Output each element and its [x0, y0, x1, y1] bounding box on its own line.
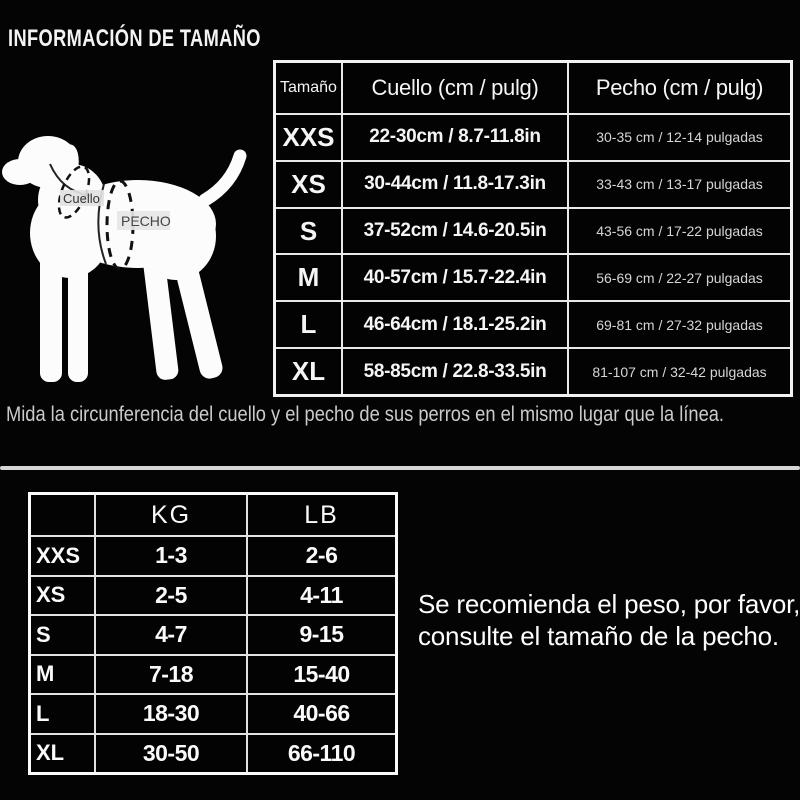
neck-cell: 40-57cm / 15.7-22.4in — [343, 255, 567, 300]
size-cell: XL — [276, 349, 341, 394]
weight-table-header-empty — [31, 495, 94, 535]
kg-cell: 30-50 — [96, 735, 246, 773]
lb-cell: 66-110 — [248, 735, 395, 773]
neck-cell: 22-30cm / 8.7-11.8in — [343, 115, 567, 160]
chest-cell: 43-56 cm / 17-22 pulgadas — [569, 209, 790, 254]
weight-table-header-kg: KG — [96, 495, 246, 535]
neck-cell: 37-52cm / 14.6-20.5in — [343, 209, 567, 254]
weight-size-cell: XL — [31, 735, 94, 773]
section-divider — [0, 466, 800, 470]
lb-cell: 9-15 — [248, 616, 395, 654]
size-table-header-size: Tamaño — [276, 63, 341, 113]
chest-cell: 56-69 cm / 22-27 pulgadas — [569, 255, 790, 300]
dog-silhouette — [2, 136, 240, 382]
measure-note: Mida la circunferencia del cuello y el pecho de sus perros en el mismo lugar que la línea. — [6, 403, 724, 426]
size-table-header-chest: Pecho (cm / pulg) — [569, 63, 790, 113]
weight-table — [28, 492, 398, 775]
weight-size-cell: M — [31, 656, 94, 694]
size-cell: XS — [276, 162, 341, 207]
size-table — [273, 60, 793, 397]
size-cell: M — [276, 255, 341, 300]
chest-cell: 33-43 cm / 13-17 pulgadas — [569, 162, 790, 207]
size-table-header-neck: Cuello (cm / pulg) — [343, 63, 567, 113]
lb-cell: 15-40 — [248, 656, 395, 694]
size-cell: L — [276, 302, 341, 347]
dog-measurement-diagram — [0, 128, 260, 393]
chest-label: PECHO — [121, 213, 171, 229]
neck-cell: 58-85cm / 22.8-33.5in — [343, 349, 567, 394]
weight-table-header-lb: LB — [248, 495, 395, 535]
weight-size-cell: XS — [31, 577, 94, 615]
size-cell: XXS — [276, 115, 341, 160]
chest-cell: 30-35 cm / 12-14 pulgadas — [569, 115, 790, 160]
weight-recommendation-note: Se recomienda el peso, por favor, consulte el tamaño de la pecho. — [418, 589, 800, 651]
weight-size-cell: XXS — [31, 537, 94, 575]
size-cell: S — [276, 209, 341, 254]
kg-cell: 4-7 — [96, 616, 246, 654]
neck-label: Cuello — [63, 191, 100, 206]
kg-cell: 7-18 — [96, 656, 246, 694]
neck-cell: 30-44cm / 11.8-17.3in — [343, 162, 567, 207]
chest-cell: 81-107 cm / 32-42 pulgadas — [569, 349, 790, 394]
lb-cell: 2-6 — [248, 537, 395, 575]
neck-cell: 46-64cm / 18.1-25.2in — [343, 302, 567, 347]
page-title: INFORMACIÓN DE TAMAÑO — [8, 25, 261, 52]
kg-cell: 1-3 — [96, 537, 246, 575]
chest-cell: 69-81 cm / 27-32 pulgadas — [569, 302, 790, 347]
lb-cell: 40-66 — [248, 695, 395, 733]
kg-cell: 18-30 — [96, 695, 246, 733]
weight-size-cell: L — [31, 695, 94, 733]
kg-cell: 2-5 — [96, 577, 246, 615]
weight-size-cell: S — [31, 616, 94, 654]
lb-cell: 4-11 — [248, 577, 395, 615]
